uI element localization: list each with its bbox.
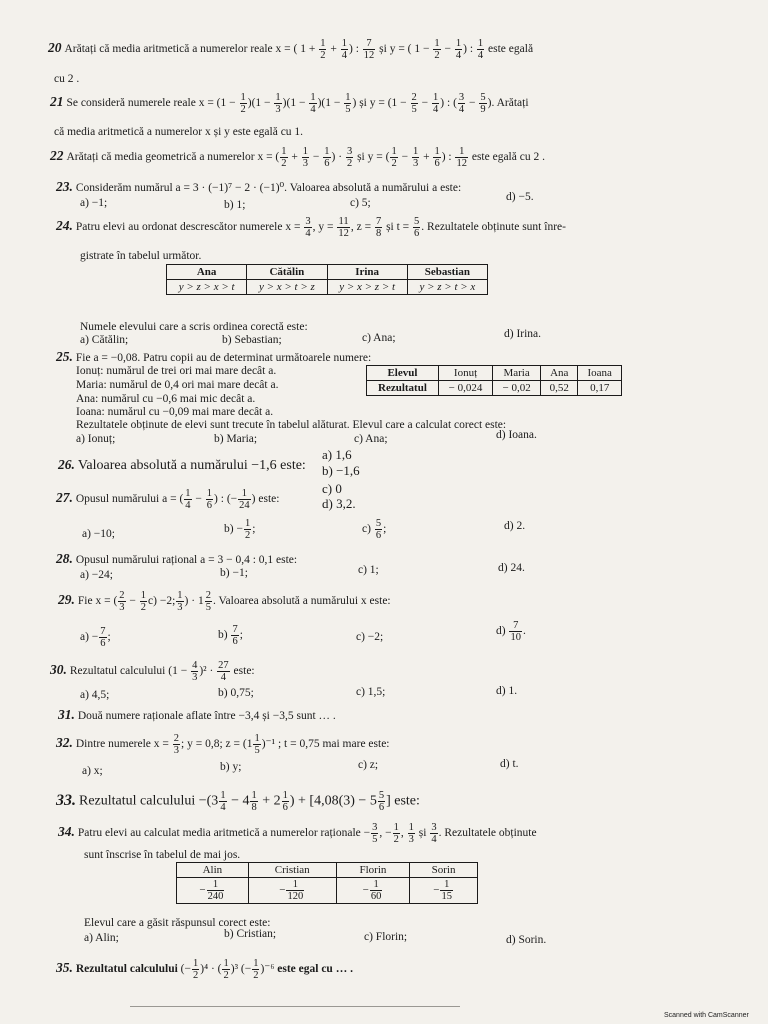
problem-text: Patru elevi au calculat media aritmetică a numerelor raționale: [77, 827, 361, 840]
option-d: d) Ioana.: [496, 429, 537, 441]
problem-number: 24.: [56, 218, 73, 234]
option-d: d) Irina.: [504, 328, 542, 340]
problem-20: 20 Arătați că media aritmetică a numerelor reale x = ( 1 + $\frac{1}{2}$ + $\frac{1}{4}$ ) : $\frac{7}{12}$ și y = ( 1 − $\frac{1}{2}$ − $\frac{1}{4}$ ) : $\frac{1}{4}$ este egală: [48, 38, 534, 61]
table-cell: − $\frac{1}{120}$: [248, 878, 336, 904]
option-b: b) 0,75;: [218, 687, 254, 699]
table-header: Florin: [336, 863, 409, 878]
option-d: d) 1.: [496, 685, 518, 697]
table-cell: y > x > t > z: [247, 280, 327, 295]
table-cell: 0,52: [541, 381, 578, 396]
problem-22: 22 Arătați că media geometrică a numerelor x = ( $\frac{1}{2}$ + $\frac{1}{3}$ − $\frac{1}{6}$ ) · $\frac{3}{2}$ și y = ( $\frac{1}{2}$ − $\frac{1}{3}$ + $\frac{1}{6}$ ) : $\frac{1}{12}$ este egală cu 2 .: [50, 146, 545, 169]
divider: [130, 1006, 460, 1007]
option-c: c) $\frac{5}{6}$ ;: [362, 518, 387, 541]
table-header: Elevul: [367, 366, 439, 381]
problem-24: 24. Patru elevi au ordonat descrescător numerele x = $\frac{3}{4}$ , y = $\frac{11}{12}$ , z = $\frac{7}{8}$ și t = $\frac{5}{6}$ . Rezultatele obținute sunt înre-: [56, 216, 566, 239]
option-b: b) 1;: [224, 199, 246, 211]
problem-number: 23.: [56, 179, 73, 194]
problem-20-line2: cu 2 .: [54, 73, 80, 85]
problem-number: 26.: [58, 457, 75, 472]
table-header: Sebastian: [407, 265, 487, 280]
option-b: b) − $\frac{1}{2}$ ;: [224, 518, 256, 541]
table-header: Ana: [167, 265, 247, 280]
option-d: d) t.: [500, 758, 519, 770]
table-header: Sorin: [410, 863, 478, 878]
option-b: b) Cristian;: [224, 928, 277, 940]
problem-21: 21 Se consideră numerele reale x = (1 − $\frac{1}{2}$ )(1 − $\frac{1}{3}$ )(1 − $\frac{1}{4}$ )(1 − $\frac{1}{5}$ ) și y = (1 − $\frac{2}{5}$ − $\frac{1}{4}$ ) : ( $\frac{3}{4}$ − $\frac{5}{9}$ ). Arătați: [50, 92, 529, 115]
option-d: d) 3,2.: [322, 496, 356, 511]
math-expr: x = ( 1 +: [275, 43, 319, 56]
problem-text: Rezultatul calculului: [79, 793, 196, 809]
problem-25-line: Ioana: numărul cu −0,09 mai mare decât a.: [76, 406, 274, 418]
table-cell: − 0,02: [493, 381, 541, 396]
problem-33: 33. Rezultatul calculului −(3 $\frac{1}{4}$ − 4 $\frac{1}{8}$ + 2 $\frac{1}{6}$ ) + [4,08(3) − 5 $\frac{5}{6}$ ] este:: [56, 790, 420, 813]
problem-text: Arătați că media geometrică a numerelor: [66, 151, 255, 164]
problem-34: 34. Patru elevi au calculat media aritmetică a numerelor raționale − $\frac{3}{5}$ , − $\frac{1}{2}$ , $\frac{1}{3}$ și $\frac{3}{4}$ . Rezultatele obținute: [58, 822, 537, 845]
option-c: c) 1,5;: [356, 686, 386, 698]
problem-text: Considerăm numărul a = 3 · (−1)⁷ − 2 · (−1)⁰. Valoarea absolută a numărului a este:: [75, 182, 462, 194]
fraction: $\frac{1}{4}$: [341, 38, 347, 61]
problem-text: Fie a = −0,08. Patru copii au de determinat următoarele numere:: [75, 352, 372, 364]
problem-number: 27.: [56, 490, 73, 506]
option-b: b) −1,6: [322, 463, 360, 478]
problem-text: Patru elevi au ordonat descrescător numerele: [75, 221, 283, 234]
problem-text: Două numere raționale aflate între −3,4 și −3,5 sunt … .: [77, 710, 336, 722]
option-c: c) Florin;: [364, 931, 408, 943]
option-a: a) −10;: [82, 528, 115, 540]
problem-text: Dintre numerele: [75, 738, 151, 751]
problem-32: 32. Dintre numerele x = $\frac{2}{3}$ ; y = 0,8; z = (1 $\frac{1}{5}$ )⁻¹ ; t = 0,75 mai mare este:: [56, 733, 390, 756]
table-row-label: Rezultatul: [367, 381, 439, 396]
table-cell: − $\frac{1}{240}$: [177, 878, 249, 904]
option-a: a) −24;: [80, 569, 113, 581]
problem-34-line2: sunt înscrise în tabelul de mai jos.: [84, 849, 241, 861]
problem-25-line: Rezultatele obținute de elevi sunt trecute în tabelul alăturat. Elevul care a calculat corect este:: [76, 419, 507, 431]
option-d: d) 2.: [504, 520, 526, 532]
problem-28: [56, 552, 297, 567]
table-cell: y > x > z > t: [327, 280, 407, 295]
fraction: $\frac{1}{2}$: [320, 38, 326, 61]
problem-text: Rezultatul calculului: [69, 665, 166, 678]
problem-number: 21: [50, 94, 64, 110]
table-header: Ioana: [578, 366, 622, 381]
table-cell: 0,17: [578, 381, 622, 396]
problem-23: [56, 180, 461, 195]
problem-text: Se consideră numerele reale: [66, 97, 196, 110]
problem-35: 35. Rezultatul calculului (− $\frac{1}{2}$ )⁴ · ( $\frac{1}{2}$ )³ (− $\frac{1}{2}$ )⁻⁶ este egal cu … .: [56, 958, 353, 981]
fraction: $\frac{1}{4}$: [455, 38, 462, 61]
table-cell: − 0,024: [438, 381, 492, 396]
problem-number: 34.: [58, 824, 75, 840]
option-a: a) −1;: [80, 197, 108, 209]
table-cell: y > z > x > t: [167, 280, 247, 295]
option-c: c) z;: [358, 759, 379, 771]
problem-26: [58, 458, 306, 473]
option-b: b) Sebastian;: [222, 334, 282, 346]
fraction: $\frac{7}{12}$: [363, 38, 375, 61]
table-header: Ana: [541, 366, 578, 381]
problem-text: Arătați că media aritmetică a numerelor reale: [64, 43, 273, 56]
problem-number: 28.: [56, 551, 73, 566]
problem-number: 33.: [56, 791, 76, 809]
problem-number: 25.: [56, 349, 73, 364]
fraction: $\frac{1}{2}$: [434, 38, 440, 61]
option-a: a) 4,5;: [80, 689, 110, 701]
option-c: c) −2;: [356, 631, 384, 643]
problem-number: 29.: [58, 592, 75, 608]
watermark: Scanned with CamScanner: [664, 1012, 749, 1019]
problem-30: 30. Rezultatul calculului (1 − $\frac{4}{3}$ )² · $\frac{27}{4}$ este:: [50, 660, 255, 683]
problem-25-line: Maria: numărul de 0,4 ori mai mare decât a.: [76, 379, 279, 391]
option-c: c) 1;: [358, 564, 379, 576]
option-b: b) Maria;: [214, 433, 258, 445]
table-cell: − $\frac{1}{15}$: [410, 878, 478, 904]
problem-number: 30.: [50, 662, 67, 678]
option-c: c) Ana;: [362, 332, 396, 344]
option-a: a) 1,6: [322, 447, 352, 462]
problem-25-line: Ionuț: numărul de trei ori mai mare decât a.: [76, 365, 277, 377]
problem-text: Fie: [77, 595, 93, 608]
table-cell: y > z > t > x: [407, 280, 487, 295]
table-header: Cristian: [248, 863, 336, 878]
option-a: a) Cătălin;: [80, 334, 129, 346]
problem-24-line2: gistrate în tabelul următor.: [80, 250, 202, 262]
table-header: Irina: [327, 265, 407, 280]
problem-29: 29. Fie x = ( $\frac{2}{3}$ − $\frac{1}{2}$ c) −2; $\frac{1}{3}$ ) · 1 $\frac{2}{5}$ . Valoarea absolută a numărului x este:: [58, 590, 391, 613]
problem-number: 20: [48, 40, 62, 56]
problem-text: Rezultatul calculului: [75, 963, 178, 976]
problem-text: Opusul numărului: [75, 493, 160, 506]
option-c: c) 5;: [350, 197, 371, 209]
problem-number: 32.: [56, 735, 73, 751]
problem-text: Valoarea absolută a numărului −1,6 este:: [77, 458, 306, 473]
option-c: c) Ana;: [354, 433, 388, 445]
table-header: Cătălin: [247, 265, 327, 280]
problem-24-question: Numele elevului care a scris ordinea corectă este:: [80, 321, 308, 333]
option-d: d) Sorin.: [506, 934, 547, 946]
option-a: a) Ionuț;: [76, 433, 116, 445]
table-header: Maria: [493, 366, 541, 381]
problem-34-question: Elevul care a găsit răspunsul corect este:: [84, 917, 271, 929]
option-a: a) − $\frac{7}{6}$ ;: [80, 626, 111, 649]
problem-31: [58, 708, 336, 723]
table-cell: − $\frac{1}{60}$: [336, 878, 409, 904]
problem-number: 22: [50, 148, 64, 164]
option-a: a) Alin;: [84, 932, 119, 944]
fraction: $\frac{1}{4}$: [477, 38, 484, 61]
option-b: b) −1;: [220, 567, 248, 579]
problem-27: 27. Opusul numărului a = ( $\frac{1}{4}$ − $\frac{1}{6}$ ) : (− $\frac{1}{24}$ ) este:: [56, 488, 280, 511]
option-b: b) $\frac{7}{6}$ ;: [218, 624, 243, 647]
order-table: [166, 264, 488, 295]
problem-21-line2: că media aritmetică a numerelor x și y este egală cu 1.: [54, 126, 304, 138]
table-header: Alin: [177, 863, 249, 878]
problem-number: 31.: [58, 707, 75, 722]
option-a: a) x;: [82, 765, 103, 777]
problem-25-line: Ana: numărul cu −0,6 mai mic decât a.: [76, 393, 256, 405]
option-d: d) 24.: [498, 562, 525, 574]
problem-text: Opusul numărului rațional a = 3 − 0,4 : 0,1 este:: [75, 554, 298, 566]
problem-25: [56, 350, 371, 365]
option-b: b) y;: [220, 761, 242, 773]
results-table: [366, 365, 622, 396]
problem-number: 35.: [56, 960, 73, 976]
option-c: c) 0: [322, 481, 342, 496]
table-header: Ionuț: [438, 366, 492, 381]
averages-table: [176, 862, 478, 904]
option-d: d) $\frac{7}{10}$ .: [496, 620, 526, 643]
option-d: d) −5.: [506, 191, 534, 203]
